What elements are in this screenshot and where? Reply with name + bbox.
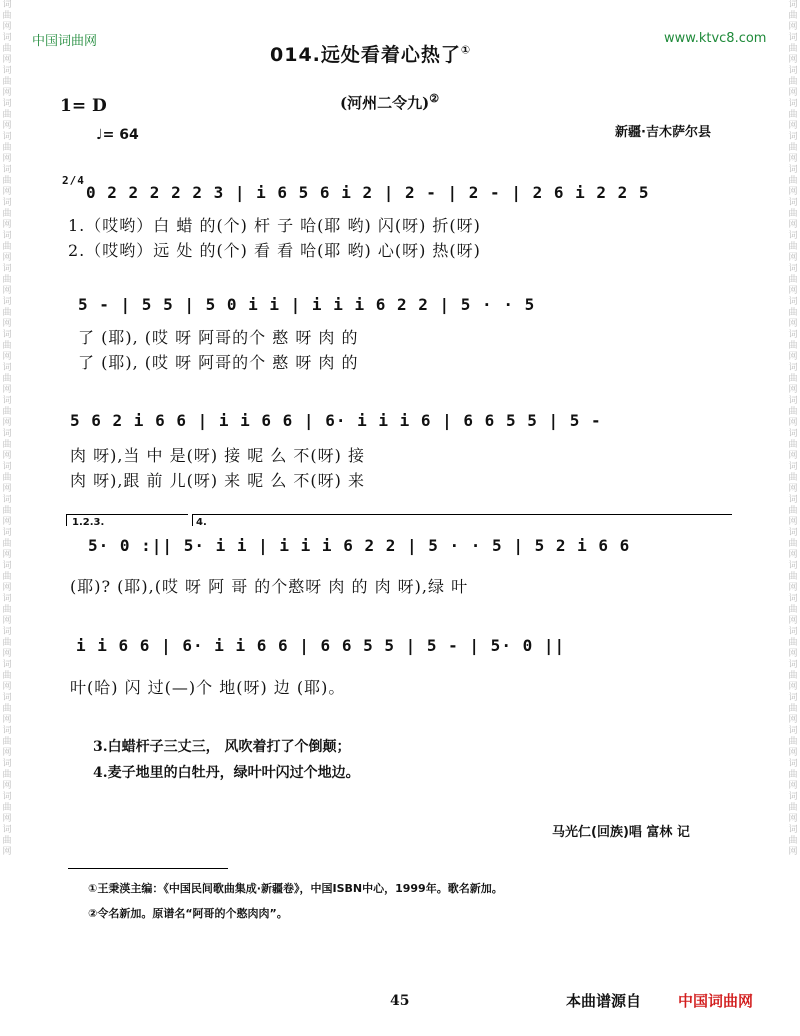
score-row-2-lyrics-verse2: 了 (耶), (哎 呀 阿哥的个 憨 呀 肉 的	[78, 353, 359, 372]
time-signature: 2/4	[62, 174, 85, 187]
score-row-1-lyrics-verse2: 2.（哎哟）远 处 的(个) 看 看 哈(耶 哟) 心(呀) 热(呀)	[68, 241, 481, 260]
volta-bracket-1-hook	[66, 514, 67, 526]
song-title-text: 014.远处看着心热了	[270, 44, 461, 66]
page-number: 45	[390, 993, 410, 1009]
subtitle-footnote-mark: ②	[429, 92, 440, 105]
volta-bracket-2	[192, 514, 732, 515]
verse-3: 3.白蜡杆子三丈三， 风吹着打了个倒颠；	[93, 739, 351, 755]
site-url-right[interactable]: www.ktvc8.com	[664, 31, 767, 46]
score-row-4-notes: 5· 0 :|| 5· i i | i i i 6 2 2 | 5 · · 5 | 5 2 i 6 6	[88, 536, 631, 555]
score-row-3-lyrics-verse1: 肉 呀),当 中 是(呀) 接 呢 么 不(呀) 接	[70, 446, 365, 465]
key-signature: 1= D	[60, 96, 107, 116]
verse-4: 4.麦子地里的白牡丹，绿叶叶闪过个地边。	[93, 765, 360, 781]
volta-bracket-2-hook	[192, 514, 193, 526]
score-row-2-lyrics-verse1: 了 (耶), (哎 呀 阿哥的个 憨 呀 肉 的	[78, 328, 359, 347]
region-label: 新疆·吉木萨尔县	[615, 125, 711, 140]
score-row-5-lyrics: 叶(哈) 闪 过(—)个 地(呀) 边 (耶)。	[70, 678, 346, 697]
footnote-divider	[68, 868, 228, 869]
score-row-3-notes: 5 6 2 i 6 6 | i i 6 6 | 6· i i i 6 | 6 6 5 5 | 5 -	[70, 411, 602, 430]
subtitle-text: (河州二令九)	[340, 94, 430, 112]
footnote-2: ②令名新加。原谱名“阿哥的个憨肉肉”。	[88, 907, 288, 920]
source-site-link[interactable]: 中国词曲网	[678, 992, 754, 1010]
score-row-4-lyrics: (耶)? (耶),(哎 呀 阿 哥 的个憨呀 肉 的 肉 呀),绿 叶	[70, 577, 469, 596]
score-row-5-notes: i i 6 6 | 6· i i 6 6 | 6 6 5 5 | 5 - | 5· 0 ||	[76, 636, 566, 655]
volta-2-label: 4.	[196, 517, 207, 528]
side-watermark-left: 词曲网词曲网词曲网词曲网词曲网词曲网词曲网词曲网词曲网词曲网词曲网词曲网词曲网词曲网词曲网词曲网词曲网词曲网词曲网词曲网词曲网词曲网词曲网词曲网词曲网词曲网	[2, 0, 12, 857]
source-label: 本曲谱源自	[566, 992, 642, 1010]
volta-1-label: 1.2.3.	[72, 517, 105, 528]
score-row-3-lyrics-verse2: 肉 呀),跟 前 儿(呀) 来 呢 么 不(呀) 来	[70, 471, 365, 490]
score-row-1-lyrics-verse1: 1.（哎哟）白 蜡 的(个) 杆 子 哈(耶 哟) 闪(呀) 折(呀)	[68, 216, 481, 235]
song-title	[270, 40, 471, 67]
volta-bracket-1	[66, 514, 188, 515]
credits: 马光仁(回族)唱 富林 记	[552, 825, 690, 840]
song-subtitle	[340, 92, 439, 113]
tempo-marking: ♩= 64	[96, 127, 139, 143]
score-row-2-notes: 5 - | 5 5 | 5 0 i i | i i i 6 2 2 | 5 · · 5	[78, 295, 536, 314]
side-watermark-right: 词曲网词曲网词曲网词曲网词曲网词曲网词曲网词曲网词曲网词曲网词曲网词曲网词曲网词曲网词曲网词曲网词曲网词曲网词曲网词曲网词曲网词曲网词曲网词曲网词曲网词曲网	[788, 0, 798, 857]
score-row-1-notes: 0 2 2 2 2 2 3 | i 6 5 6 i 2 | 2 - | 2 - | 2 6 i 2 2 5	[86, 183, 650, 202]
footnote-1: ①王秉渶主编：《中国民间歌曲集成·新疆卷》，中国ISBN中心，1999年。歌名新加。	[88, 882, 503, 895]
site-name-left[interactable]: 中国词曲网	[32, 34, 98, 49]
title-footnote-mark: ①	[460, 43, 472, 57]
